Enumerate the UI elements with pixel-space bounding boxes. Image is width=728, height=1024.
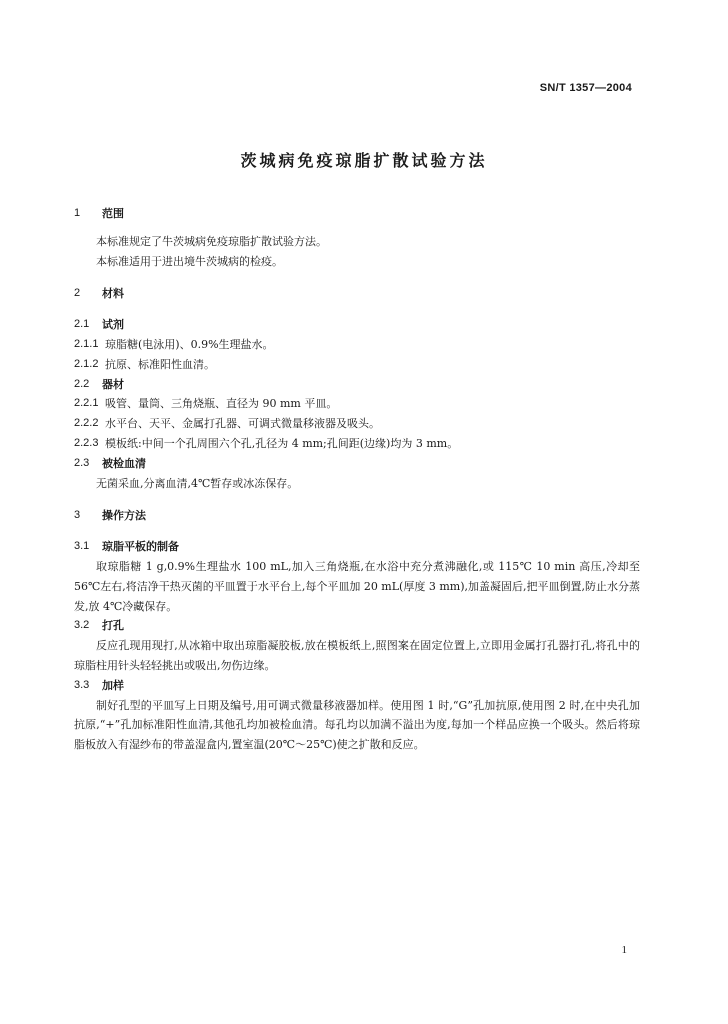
section-3-heading [74, 506, 640, 526]
section-number: 2.3 [74, 456, 90, 469]
section-1-heading [74, 204, 640, 224]
clause-number: 2.2.3 [74, 436, 99, 449]
clause-2-1-2 [74, 355, 640, 375]
clause-2-2-2 [74, 414, 640, 434]
section-title: 范围 [102, 207, 124, 220]
section-title: 打孔 [102, 619, 124, 633]
section-number: 3.3 [74, 678, 90, 691]
section-title: 操作方法 [102, 509, 146, 523]
clause-number: 2.2.2 [74, 417, 99, 430]
subsection-2-2-heading [74, 375, 640, 395]
section-title: 试剂 [102, 318, 124, 332]
clause-2-2-1 [74, 394, 640, 414]
subsection-3-1-heading [74, 537, 640, 557]
section-title: 器材 [102, 377, 124, 391]
page-number: 1 [621, 944, 627, 956]
clause-text: 水平台、天平、金属打孔器、可调式微量移液器及吸头。 [105, 417, 380, 431]
section-number: 2 [74, 287, 81, 300]
clause-text: 模板纸:中间一个孔周围六个孔,孔径为 4 mm;孔间距(边缘)均为 3 mm。 [105, 436, 459, 450]
paragraph: 反应孔现用现打,从冰箱中取出琼脂凝胶板,放在模板纸上,照图案在固定位置上,立即用金属打孔器打孔,将孔中的琼脂柱用针头轻轻挑出或吸出,勿伤边缘。 [74, 639, 640, 672]
paragraph: 本标准适用于进出境牛茨城病的检疫。 [96, 254, 283, 268]
section-title: 琼脂平板的制备 [102, 540, 179, 554]
clause-text: 抗原、标准阳性血清。 [105, 357, 215, 371]
document-body [74, 204, 640, 755]
section-number: 1 [74, 207, 81, 219]
clause-number: 2.1.2 [74, 357, 99, 370]
clause-2-2-3 [74, 434, 640, 454]
section-2-heading [74, 284, 640, 304]
clause-number: 2.2.1 [74, 397, 99, 410]
subsection-2-3-heading [74, 454, 640, 474]
section-title: 被检血清 [102, 456, 146, 470]
section-number: 2.2 [74, 377, 90, 390]
paragraph: 无菌采血,分离血清,4℃暂存或冰冻保存。 [96, 476, 299, 490]
section-number: 3.1 [74, 540, 90, 553]
clause-text: 琼脂糖(电泳用)、0.9%生理盐水。 [105, 337, 274, 351]
section-number: 3.2 [74, 619, 90, 632]
section-number: 2.1 [74, 318, 90, 331]
subsection-2-1-heading [74, 315, 640, 335]
standard-code: SN/T 1357—2004 [539, 82, 632, 94]
clause-number: 2.1.1 [74, 337, 99, 350]
section-title: 材料 [102, 287, 124, 301]
paragraph: 取琼脂糖 1 g,0.9%生理盐水 100 mL,加入三角烧瓶,在水浴中充分煮沸融化,或 115℃ 10 min 高压,冷却至 56℃左右,将洁净干热灭菌的平皿置于水平台上,每个平皿加 20 mL(厚度 3 mm),加盖凝固后,把平皿倒置,防止水分蒸发,放 4℃冷藏保存。 [74, 559, 640, 613]
clause-text: 吸管、量筒、三角烧瓶、直径为 90 mm 平皿。 [105, 397, 338, 411]
clause-2-1-1 [74, 335, 640, 355]
paragraph: 制好孔型的平皿写上日期及编号,用可调式微量移液器加样。使用图 1 时,“G”孔加抗原,使用图 2 时,在中央孔加抗原,“+”孔加标准阳性血清,其他孔均加被检血清。每孔均以加满不溢出为度,每加一个样品应换一个吸头。然后将琼脂板放入有湿纱布的带盖湿盒内,置室温(20℃～25℃)使之扩散和反应。 [74, 698, 640, 752]
section-number: 3 [74, 509, 81, 522]
paragraph: 本标准规定了牛茨城病免疫琼脂扩散试验方法。 [96, 234, 327, 248]
document-title: 茨城病免疫琼脂扩散试验方法 [240, 151, 488, 170]
subsection-3-3-heading [74, 676, 640, 696]
subsection-3-2-heading [74, 616, 640, 636]
section-title: 加样 [102, 678, 124, 692]
